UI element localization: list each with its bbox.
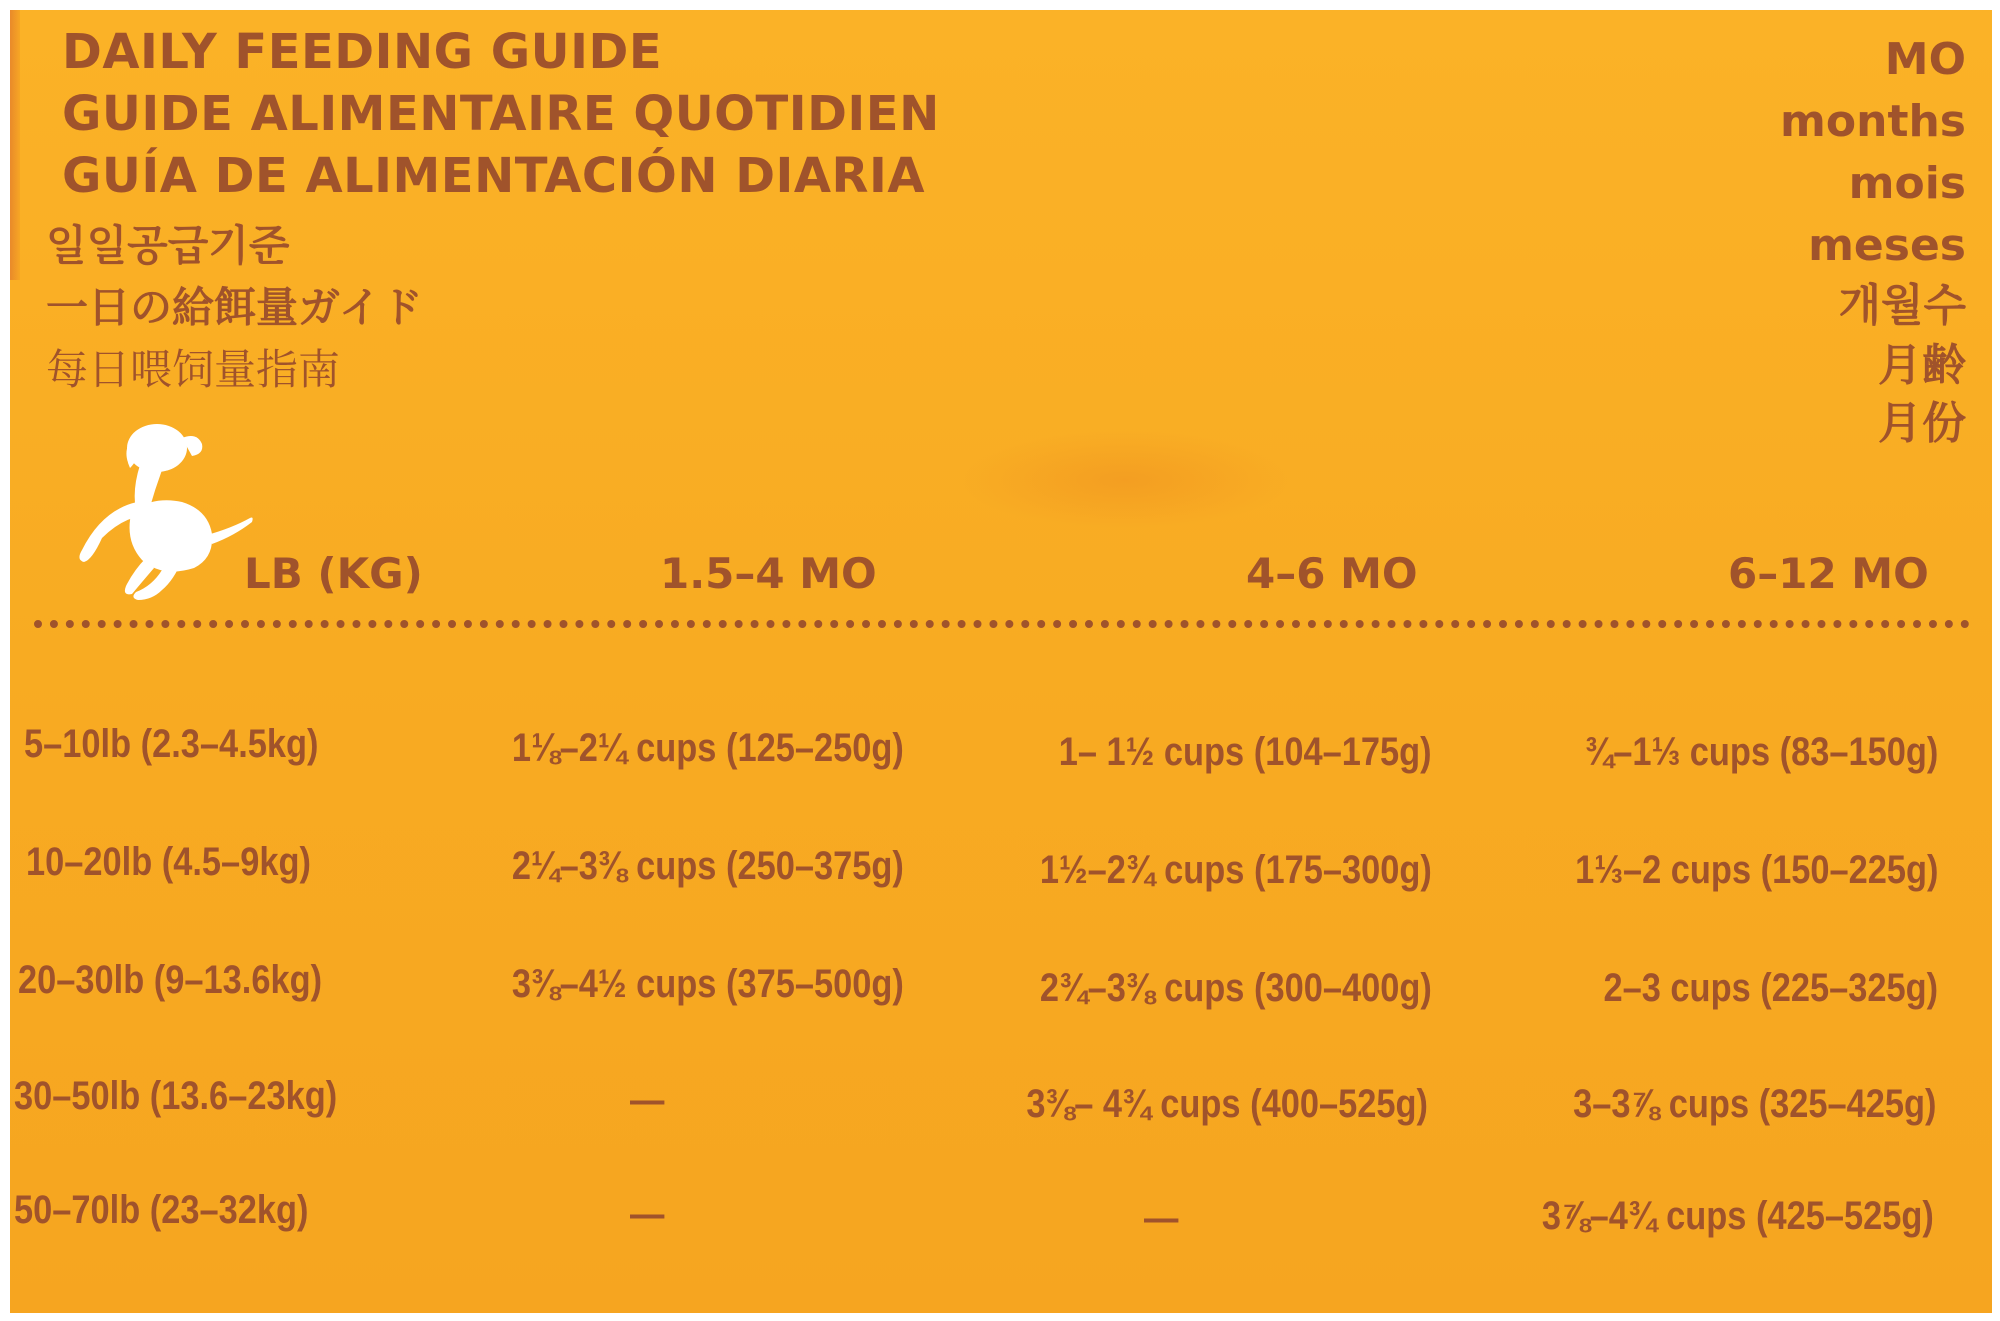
table-cell-amount-1-5-4-mo: —: [630, 1192, 665, 1236]
table-cell-amount-4-6-mo: 2¾–3⅜ cups (300–400g): [1039, 966, 1432, 1010]
table-cell-amount-4-6-mo: 1½–2¾ cups (175–300g): [1039, 848, 1432, 892]
month-label-japanese: 月齢: [1878, 340, 1966, 391]
month-label-mo: MO: [1884, 34, 1966, 85]
smudge: [960, 430, 1290, 530]
table-cell-amount-1-5-4-mo: 3⅜–4½ cups (375–500g): [511, 962, 904, 1006]
month-label-chinese: 月份: [1878, 398, 1966, 449]
table-cell-amount-4-6-mo: 1– 1½ cups (104–175g): [1059, 730, 1432, 774]
table-cell-weight: 30–50lb (13.6–23kg): [14, 1074, 338, 1118]
month-label-korean: 개월수: [1838, 280, 1966, 331]
table-cell-amount-6-12-mo: 3–3⅞ cups (325–425g): [1572, 1082, 1936, 1126]
title-japanese: 一日の給餌量ガイド: [46, 283, 423, 332]
table-cell-amount-6-12-mo: 1⅓–2 cups (150–225g): [1574, 848, 1938, 892]
month-label-spanish: meses: [1808, 220, 1966, 271]
title-spanish: GUÍA DE ALIMENTACIÓN DIARIA: [62, 148, 926, 204]
table-cell-weight: 20–30lb (9–13.6kg): [18, 958, 323, 1002]
table-cell-amount-1-5-4-mo: 2¼–3⅜ cups (250–375g): [511, 844, 904, 888]
table-cell-weight: 5–10lb (2.3–4.5kg): [24, 722, 319, 766]
table-cell-amount-1-5-4-mo: 1⅛–2¼ cups (125–250g): [511, 726, 904, 770]
table-cell-weight: 50–70lb (23–32kg): [14, 1188, 309, 1232]
table-cell-amount-6-12-mo: 2–3 cups (225–325g): [1603, 966, 1938, 1010]
title-english: DAILY FEEDING GUIDE: [62, 24, 663, 80]
table-cell-amount-4-6-mo: 3⅜– 4¾ cups (400–525g): [1026, 1082, 1428, 1126]
month-label-french: mois: [1848, 158, 1966, 209]
table-cell-amount-1-5-4-mo: —: [630, 1078, 665, 1122]
column-header-weight: LB (KG): [244, 549, 423, 598]
dotted-divider: [34, 620, 1970, 628]
table-cell-amount-6-12-mo: ¾–1⅓ cups (83–150g): [1584, 730, 1938, 774]
table-cell-amount-6-12-mo: 3⅞–4¾ cups (425–525g): [1541, 1194, 1934, 1238]
title-korean: 일일공급기준: [46, 221, 290, 270]
package-edge: [10, 10, 20, 280]
title-chinese: 每日喂饲量指南: [46, 345, 341, 394]
column-header-6-12-mo: 6–12 MO: [1728, 549, 1929, 598]
table-cell-amount-4-6-mo: —: [1144, 1196, 1179, 1240]
puppy-silhouette-icon: [62, 410, 262, 610]
column-header-1-5-4-mo: 1.5–4 MO: [660, 549, 877, 598]
column-header-4-6-mo: 4–6 MO: [1246, 549, 1418, 598]
table-cell-weight: 10–20lb (4.5–9kg): [26, 840, 311, 884]
month-label-english: months: [1780, 96, 1966, 147]
title-french: GUIDE ALIMENTAIRE QUOTIDIEN: [62, 86, 940, 142]
